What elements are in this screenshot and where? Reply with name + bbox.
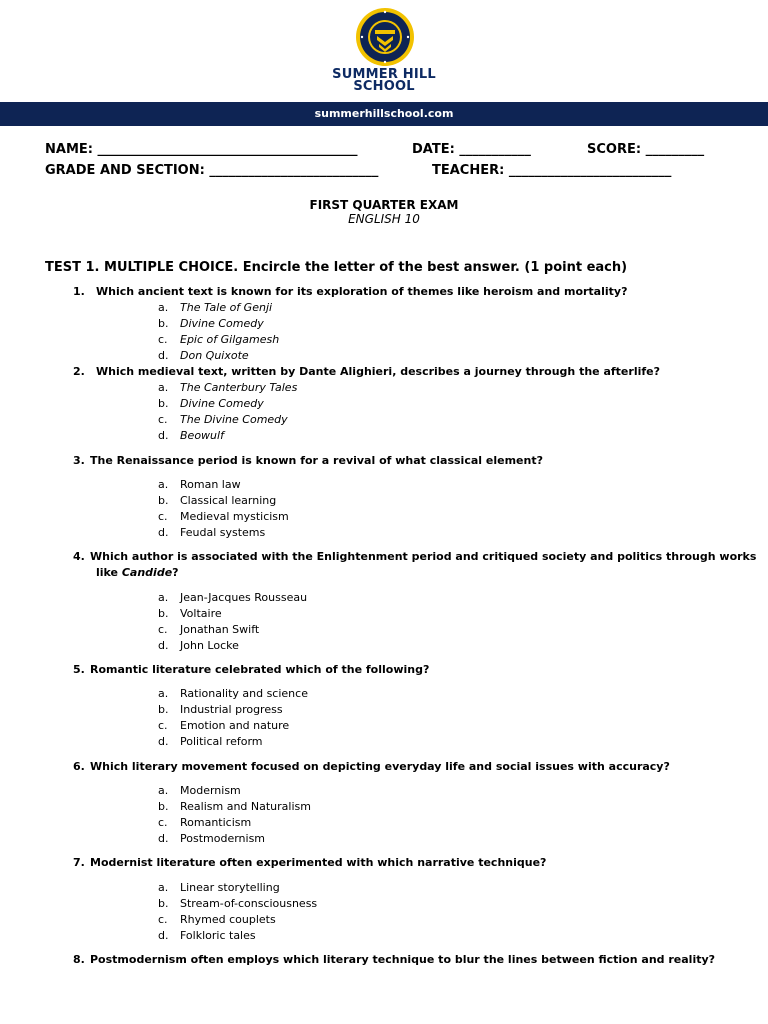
website-banner xyxy=(0,102,768,126)
option-letter[interactable]: c. xyxy=(158,913,168,926)
option-letter[interactable]: a. xyxy=(158,591,169,604)
option-text: Divine Comedy xyxy=(180,317,264,330)
option-letter[interactable]: a. xyxy=(158,478,169,491)
option-letter[interactable]: d. xyxy=(158,639,169,652)
book-title: Candide xyxy=(121,566,173,579)
option-letter[interactable]: c. xyxy=(158,719,168,732)
option-text: Beowulf xyxy=(180,429,224,442)
option-text: Folkloric tales xyxy=(180,929,256,942)
option-letter[interactable]: d. xyxy=(158,832,169,845)
option-letter[interactable]: b. xyxy=(158,397,169,410)
option-letter[interactable]: a. xyxy=(158,301,169,314)
school-seal-logo xyxy=(348,6,422,68)
option-letter[interactable]: b. xyxy=(158,897,169,910)
option-letter[interactable]: d. xyxy=(158,429,169,442)
option-letter[interactable]: a. xyxy=(158,784,169,797)
option-text: Rationality and science xyxy=(180,687,308,700)
question-number: 6. xyxy=(73,760,85,773)
option-text: Jonathan Swift xyxy=(180,623,260,636)
option-letter[interactable]: b. xyxy=(158,703,169,716)
exam-subject: ENGLISH 10 xyxy=(348,212,420,226)
option-letter[interactable]: c. xyxy=(158,333,168,346)
test1-heading: TEST 1. MULTIPLE CHOICE. Encircle the letter of the best answer. (1 point each) xyxy=(45,260,628,275)
option-letter[interactable]: a. xyxy=(158,881,169,894)
school-name-line1: SUMMER HILL xyxy=(332,67,436,82)
question-number: 5. xyxy=(73,663,85,676)
exam-title: FIRST QUARTER EXAM xyxy=(309,198,459,212)
option-text: Rhymed couplets xyxy=(180,913,276,926)
option-letter[interactable]: a. xyxy=(158,687,169,700)
option-text: Realism and Naturalism xyxy=(180,800,311,813)
name-field[interactable]: NAME: ________________________________________ xyxy=(45,142,358,157)
option-text: Emotion and nature xyxy=(180,719,290,732)
option-letter[interactable]: d. xyxy=(158,735,169,748)
option-letter[interactable]: d. xyxy=(158,929,169,942)
option-text: Voltaire xyxy=(180,607,222,620)
option-text: Political reform xyxy=(180,735,263,748)
school-name-line2: SCHOOL xyxy=(353,79,415,94)
option-text: Classical learning xyxy=(180,494,277,507)
option-text: The Canterbury Tales xyxy=(180,381,298,394)
website-link[interactable]: summerhillschool.com xyxy=(314,107,454,120)
question-number: 3. xyxy=(73,454,85,467)
option-letter[interactable]: c. xyxy=(158,623,168,636)
option-text: Feudal systems xyxy=(180,526,266,539)
option-letter[interactable]: b. xyxy=(158,800,169,813)
option-text: The Divine Comedy xyxy=(180,413,288,426)
option-text: John Locke xyxy=(180,639,239,652)
question-text: Romantic literature celebrated which of the following? xyxy=(90,663,430,676)
question-text: The Renaissance period is known for a revival of what classical element? xyxy=(90,454,543,467)
option-letter[interactable]: b. xyxy=(158,494,169,507)
option-letter[interactable]: b. xyxy=(158,607,169,620)
option-letter[interactable]: a. xyxy=(158,381,169,394)
option-letter[interactable]: d. xyxy=(158,526,169,539)
question-number: 7. xyxy=(73,856,85,869)
option-letter[interactable]: b. xyxy=(158,317,169,330)
question-text: Which literary movement focused on depicting everyday life and social issues with accuracy? xyxy=(90,760,670,773)
date-field[interactable]: DATE: ___________ xyxy=(412,142,531,157)
question-number: 8. xyxy=(73,953,85,966)
option-text: Jean-Jacques Rousseau xyxy=(180,591,308,604)
question-text: Postmodernism often employs which literary technique to blur the lines between fiction and reality? xyxy=(90,953,716,966)
question-text: Modernist literature often experimented with which narrative technique? xyxy=(90,856,547,869)
option-text: Industrial progress xyxy=(180,703,283,716)
option-text: Linear storytelling xyxy=(180,881,280,894)
option-letter[interactable]: c. xyxy=(158,413,168,426)
question-text-continued: like Candide? xyxy=(96,566,179,579)
option-text: Roman law xyxy=(180,478,241,491)
option-text: Epic of Gilgamesh xyxy=(180,333,280,346)
option-text: Postmodernism xyxy=(180,832,266,845)
question-text: Which medieval text, written by Dante Alighieri, describes a journey through the afterlife? xyxy=(96,365,660,378)
option-text: Divine Comedy xyxy=(180,397,264,410)
question-text: Which ancient text is known for its exploration of themes like heroism and mortality? xyxy=(96,285,628,298)
teacher-field[interactable]: TEACHER: _________________________ xyxy=(432,163,672,178)
option-text: Medieval mysticism xyxy=(180,510,289,523)
option-text: Romanticism xyxy=(180,816,252,829)
question-number: 4. xyxy=(73,550,85,563)
option-letter[interactable]: d. xyxy=(158,349,169,362)
option-text: Modernism xyxy=(180,784,241,797)
option-letter[interactable]: c. xyxy=(158,816,168,829)
question-number: 2. xyxy=(73,365,85,378)
option-text: Stream-of-consciousness xyxy=(180,897,318,910)
option-letter[interactable]: c. xyxy=(158,510,168,523)
option-text: Don Quixote xyxy=(180,349,249,362)
question-number: 1. xyxy=(73,285,85,298)
question-text: Which author is associated with the Enlightenment period and critiqued society and politics through works xyxy=(90,550,757,563)
grade-section-field[interactable]: GRADE AND SECTION: __________________________ xyxy=(45,163,379,178)
score-field[interactable]: SCORE: _________ xyxy=(587,142,705,157)
option-text: The Tale of Genji xyxy=(180,301,273,314)
